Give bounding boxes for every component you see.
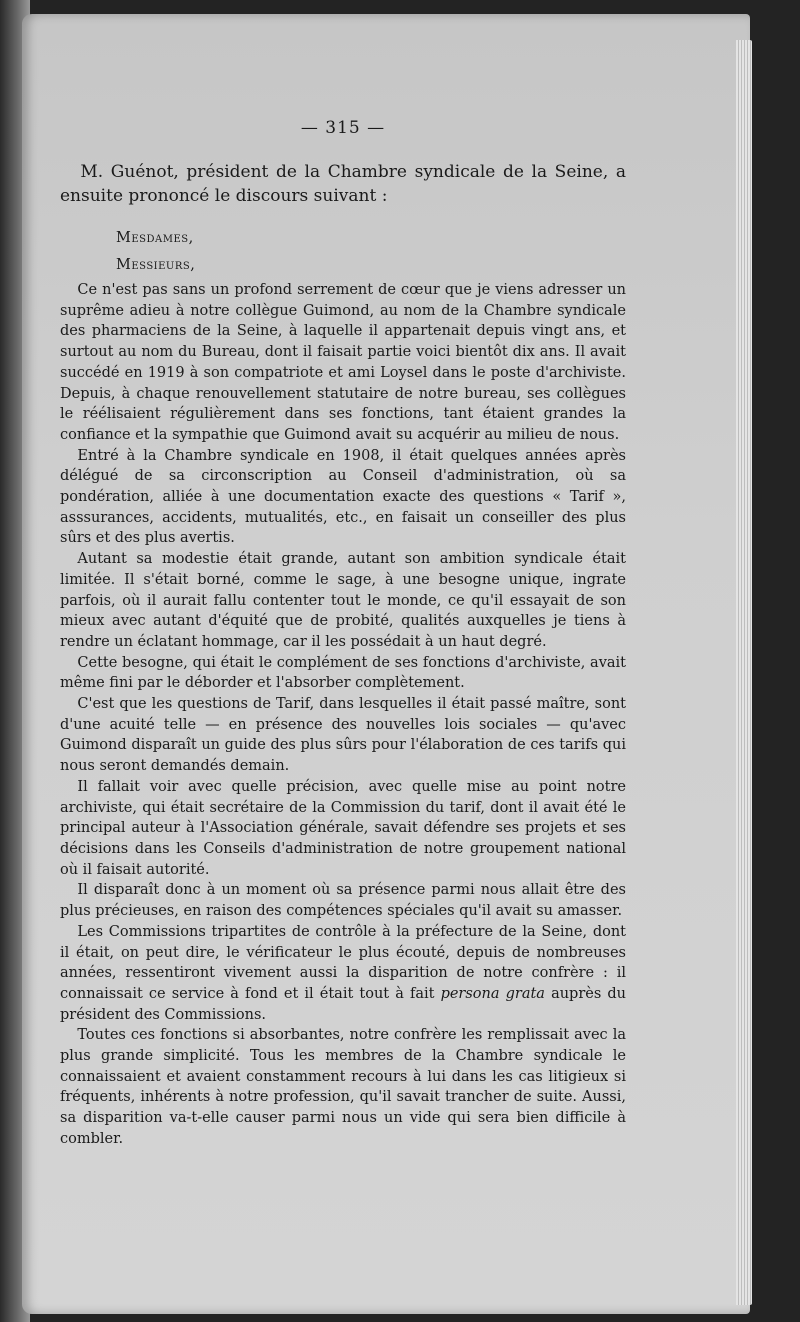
intro-paragraph: M. Guénot, président de la Chambre syndicale de la Seine, a ensuite prononcé le discours suivant : [60,162,626,206]
paragraph-6: Il fallait voir avec quelle précision, avec quelle mise au point notre archiviste, qui était secrétaire de la Commission du tarif, dont il avait été le principal auteur à l'Association générale, savait défendre ses projets et ses décisions dans les Conseils d'administration de notre groupement national où il faisait autorité. [60,778,626,878]
paragraph-1: Ce n'est pas sans un profond serrement de cœur que je viens adresser un suprême adieu à notre collègue Guimond, au nom de la Chambre syndicale des pharmaciens de la Seine, à laquelle il appartenait depuis vingt ans, et surtout au nom du Bureau, dont il faisait partie voici bientôt dix ans. Il avait succédé en 1919 à son compatriote et ami Loysel dans le poste d'archiviste. Depuis, à chaque renouvellement statutaire de notre bureau, ses collègues le réélisaient régulièrement dans ses fonctions, tant étaient grandes la confiance et la sympathie que Guimond avait su acquérir au milieu de nous. [60,282,626,443]
paragraph-4: Cette besogne, qui était le complément de ses fonctions d'archiviste, avait même fini par le déborder et l'absorber complètement. [60,654,626,692]
page-stack-edge [736,40,752,1305]
paragraph-2: Entré à la Chambre syndicale en 1908, il était quelques années après délégué de sa circonscription au Conseil d'administration, où sa pondération, alliée à une documentation exacte des questions « Tarif », asssurances, accidents, mutualités, etc., en faisait un conseiller des plus sûrs et des plus avertis. [60,447,626,547]
paragraph-3: Autant sa modestie était grande, autant son ambition syndicale était limitée. Il s'était borné, comme le sage, à une besogne unique, ingrate parfois, où il aurait fallu contenter tout le monde, ce qu'il essayait de son mieux avec autant d'équité que de probité, qualités auxquelles je tiens à rendre un éclatant hommage, car il les possédait à un haut degré. [60,551,626,650]
salutation-line-2: Messieurs, [116,257,196,273]
paragraph-5: C'est que les questions de Tarif, dans lesquelles il était passé maître, sont d'une acuité telle — en présence des nouvelles lois sociales — qu'avec Guimond disparaît un guide des plus sûrs pour l'élaboration de ces tarifs qui nous seront demandés demain. [60,696,626,775]
page-number: — 315 — [300,118,386,138]
paragraph-8-italic: persona grata [440,985,545,1002]
page-text [60,118,626,1150]
paragraph-8 [60,922,626,1026]
paragraph-8-text: Les Commissions tripartites de contrôle à la préfecture de la Seine, dont il était, on peut dire, le vérificateur le plus écouté, depuis de nombreuses années, ressentiront vivement aussi la disparition de notre confrère : il connaissait ce service à fond et il était tout à fait [60,923,626,1002]
paragraph-7: Il disparaît donc à un moment où sa présence parmi nous allait être des plus précieuses, en raison des compétences spéciales qu'il avait su amasser. [60,882,626,920]
salutation-line-1: Mesdames, [116,230,194,246]
paragraph-9: Toutes ces fonctions si absorbantes, notre confrère les remplissait avec la plus grande simplicité. Tous les membres de la Chambre syndicale le connaissaient et avaient constamment recours à lui dans les cas litigieux si fréquents, inhérents à notre profession, qu'il savait trancher de suite. Aussi, sa disparition va-t-elle causer parmi nous un vide qui sera bien difficile à combler. [60,1027,626,1147]
paragraph-8-end: auprès du président des Commissions. [60,985,627,1023]
